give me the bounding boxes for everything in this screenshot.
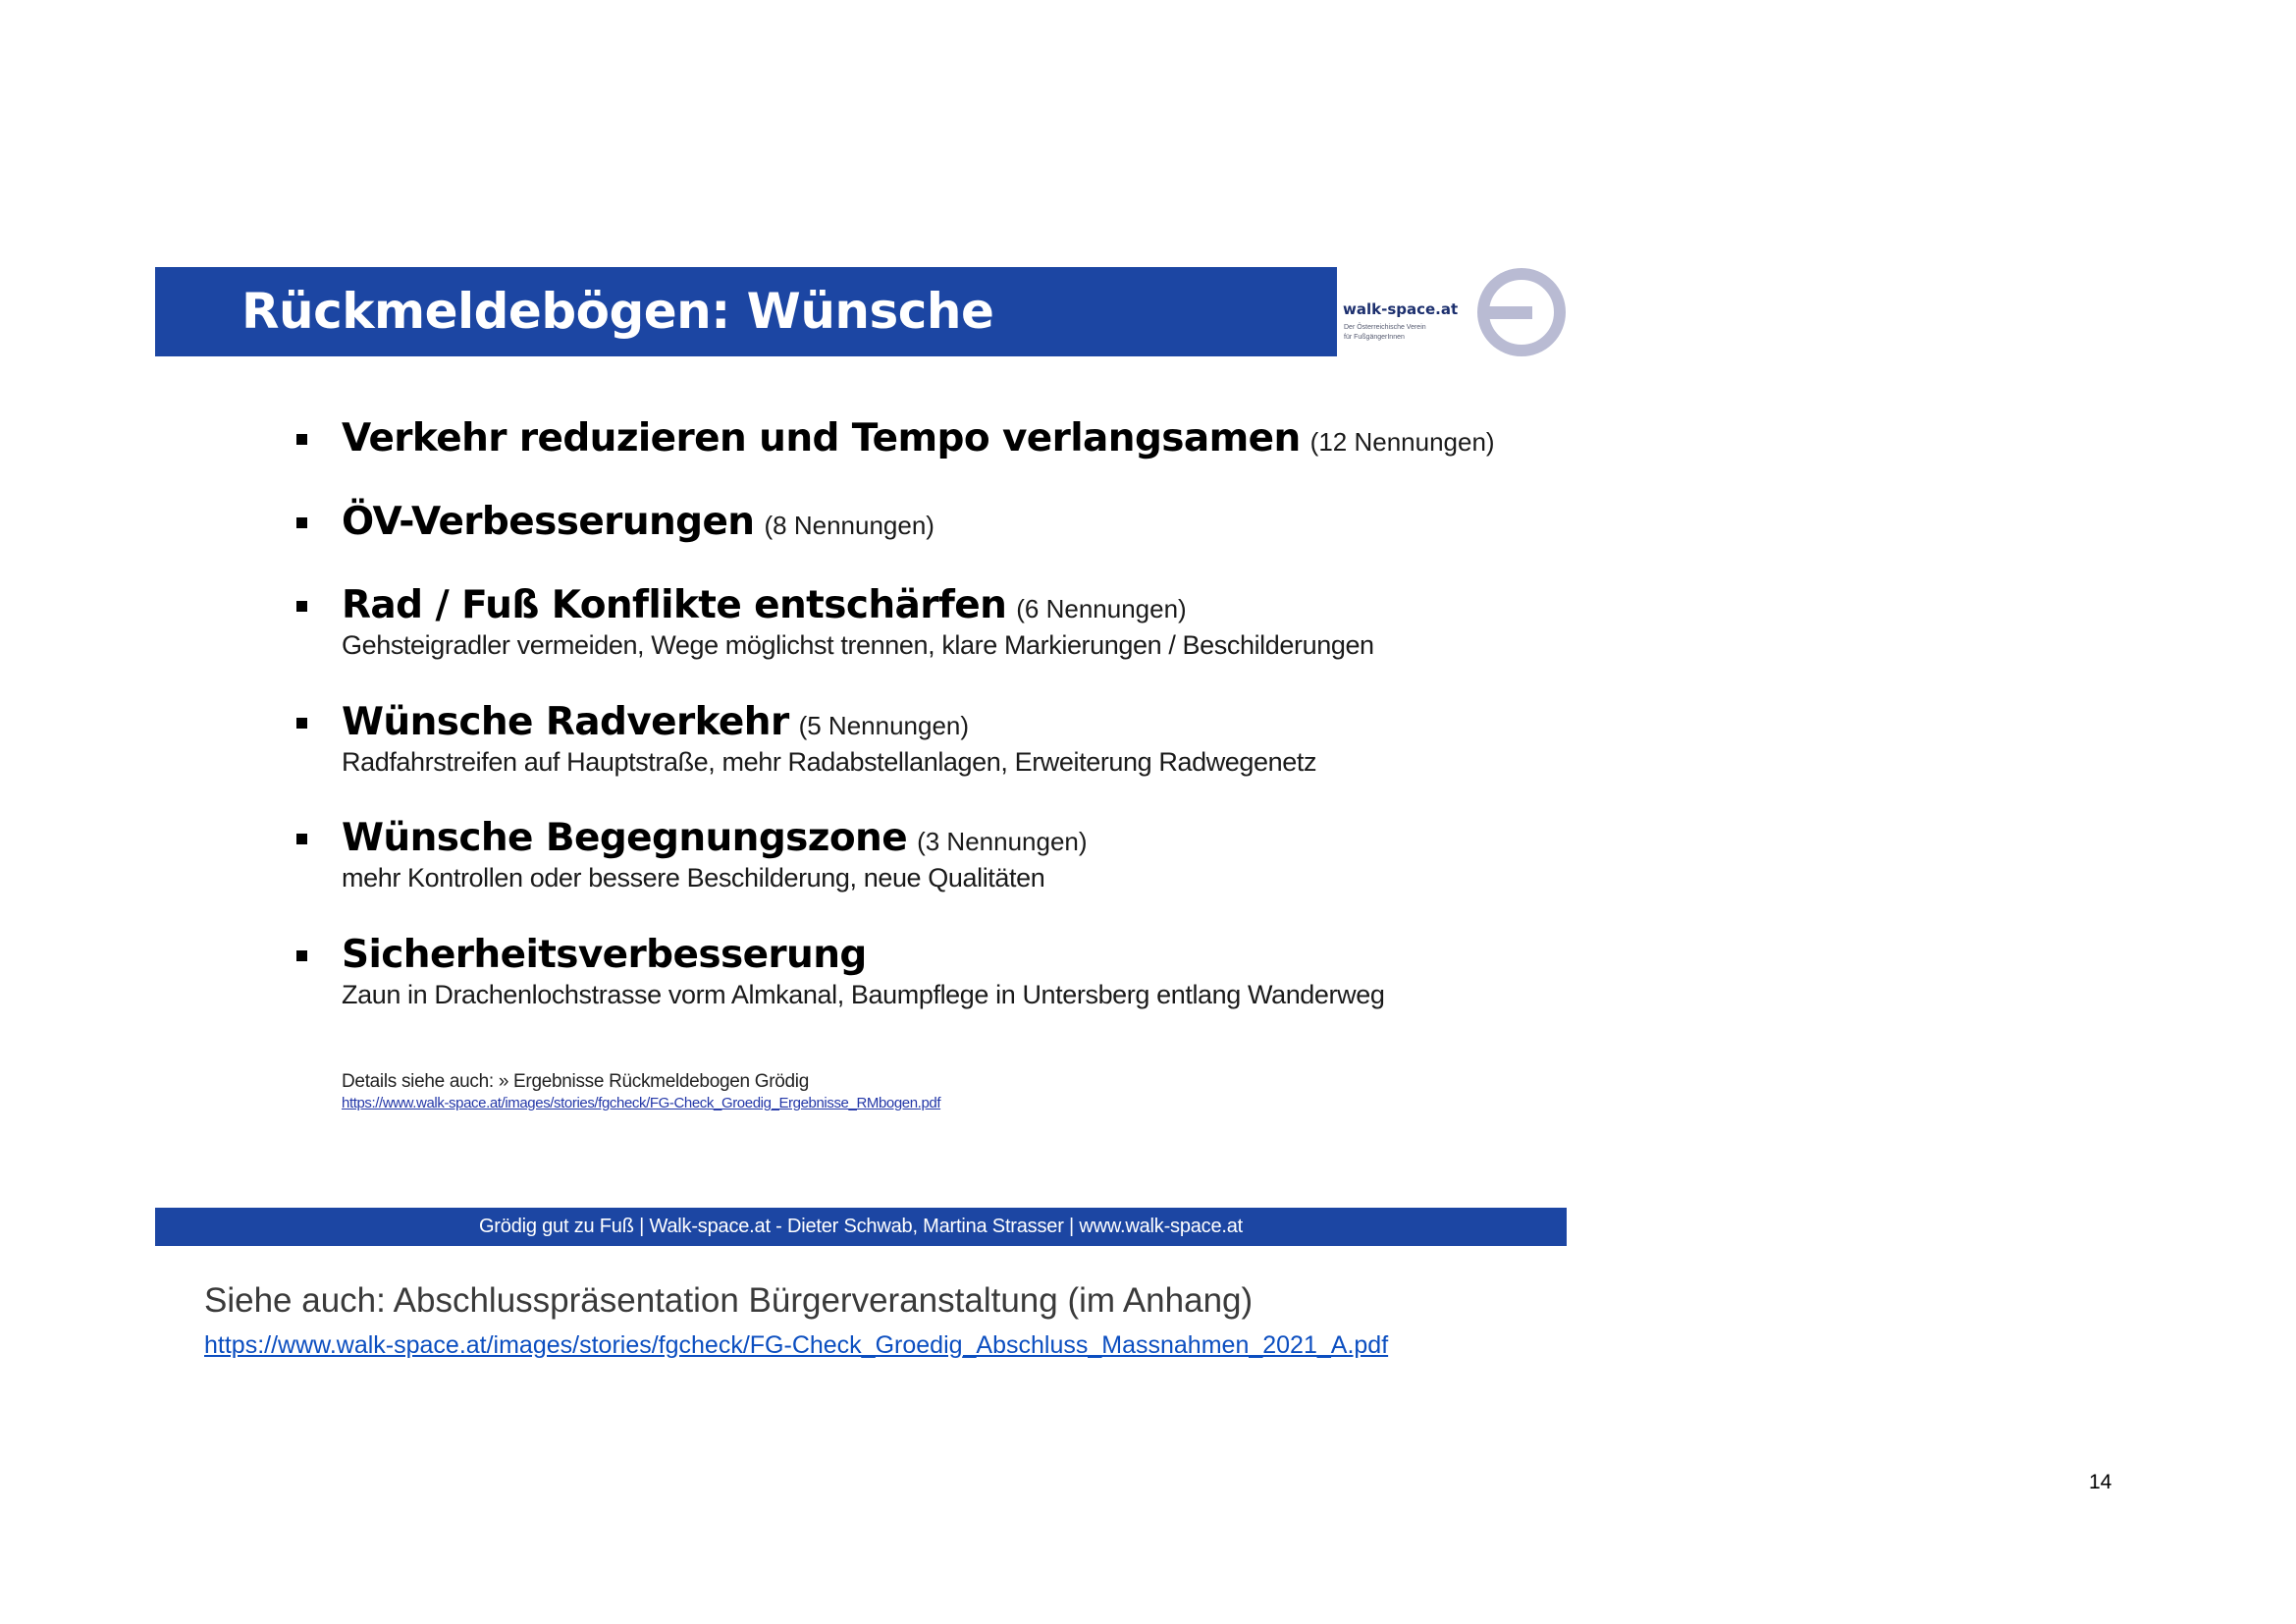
walk-space-logo (1339, 267, 1567, 357)
item-title: Verkehr reduzieren und Tempo verlangsamen (342, 416, 1301, 460)
item-count: (6 Nennungen) (1016, 594, 1187, 623)
details-note (342, 1070, 940, 1113)
item-detail: Gehsteigradler vermeiden, Wege möglichst trennen, klare Markierungen / Beschilderungen (342, 630, 1374, 660)
item-count: (3 Nennungen) (917, 827, 1088, 856)
footer-text: Grödig gut zu Fuß | Walk-space.at - Dieter Schwab, Martina Strasser | www.walk-space.at (478, 1216, 1244, 1237)
page-number: 14 (2089, 1471, 2112, 1493)
details-link[interactable]: https://www.walk-space.at/images/stories/fgcheck/FG-Check_Groedig_Ergebnisse_RMbogen.pdf (342, 1095, 941, 1111)
bullet-marker (296, 434, 307, 445)
item-detail: Zaun in Drachenlochstrasse vorm Almkanal, Baumpflege in Untersberg entlang Wanderweg (342, 980, 1385, 1009)
details-text: Details siehe auch: » Ergebnisse Rückmeldebogen Grödig (342, 1071, 809, 1092)
bullet-marker (296, 834, 307, 844)
logo-subtitle-line1: Der Österreichische Verein (1344, 324, 1426, 331)
bullet-marker (296, 718, 307, 729)
logo-subtitle-line2: für FußgängerInnen (1344, 334, 1405, 341)
see-also-link[interactable]: https://www.walk-space.at/images/stories/fgcheck/FG-Check_Groedig_Abschluss_Massnahmen_2021_A.pdf (204, 1331, 1389, 1359)
bullet-marker (296, 517, 307, 528)
item-count: (12 Nennungen) (1309, 427, 1495, 457)
slide-title: Rückmeldebögen: Wünsche (241, 283, 994, 340)
item-title: Sicherheitsverbesserung (342, 933, 867, 977)
see-also-text: Siehe auch: Abschlusspräsentation Bürgerveranstaltung (im Anhang) (204, 1281, 1254, 1320)
item-detail: mehr Kontrollen oder bessere Beschilderung, neue Qualitäten (342, 863, 1045, 893)
item-title: Wünsche Begegnungszone (342, 816, 908, 860)
logo-name: walk-space.at (1343, 300, 1459, 318)
slide-footer (155, 1208, 1567, 1246)
bullet-marker (296, 950, 307, 961)
walk-space-logo-icon (1476, 267, 1567, 357)
item-title: ÖV-Verbesserungen (342, 500, 755, 544)
slide-image (155, 267, 1567, 1246)
item-title: Rad / Fuß Konflikte entschärfen (342, 583, 1007, 627)
title-bar (155, 267, 1337, 356)
item-heading (342, 498, 934, 555)
bullet-marker (296, 601, 307, 612)
item-heading (342, 414, 1495, 471)
item-title: Wünsche Radverkehr (342, 700, 789, 744)
item-count: (5 Nennungen) (798, 711, 970, 740)
item-count: (8 Nennungen) (764, 511, 934, 540)
item-detail: Radfahrstreifen auf Hauptstraße, mehr Radabstellanlagen, Erweiterung Radwegenetz (342, 747, 1317, 777)
